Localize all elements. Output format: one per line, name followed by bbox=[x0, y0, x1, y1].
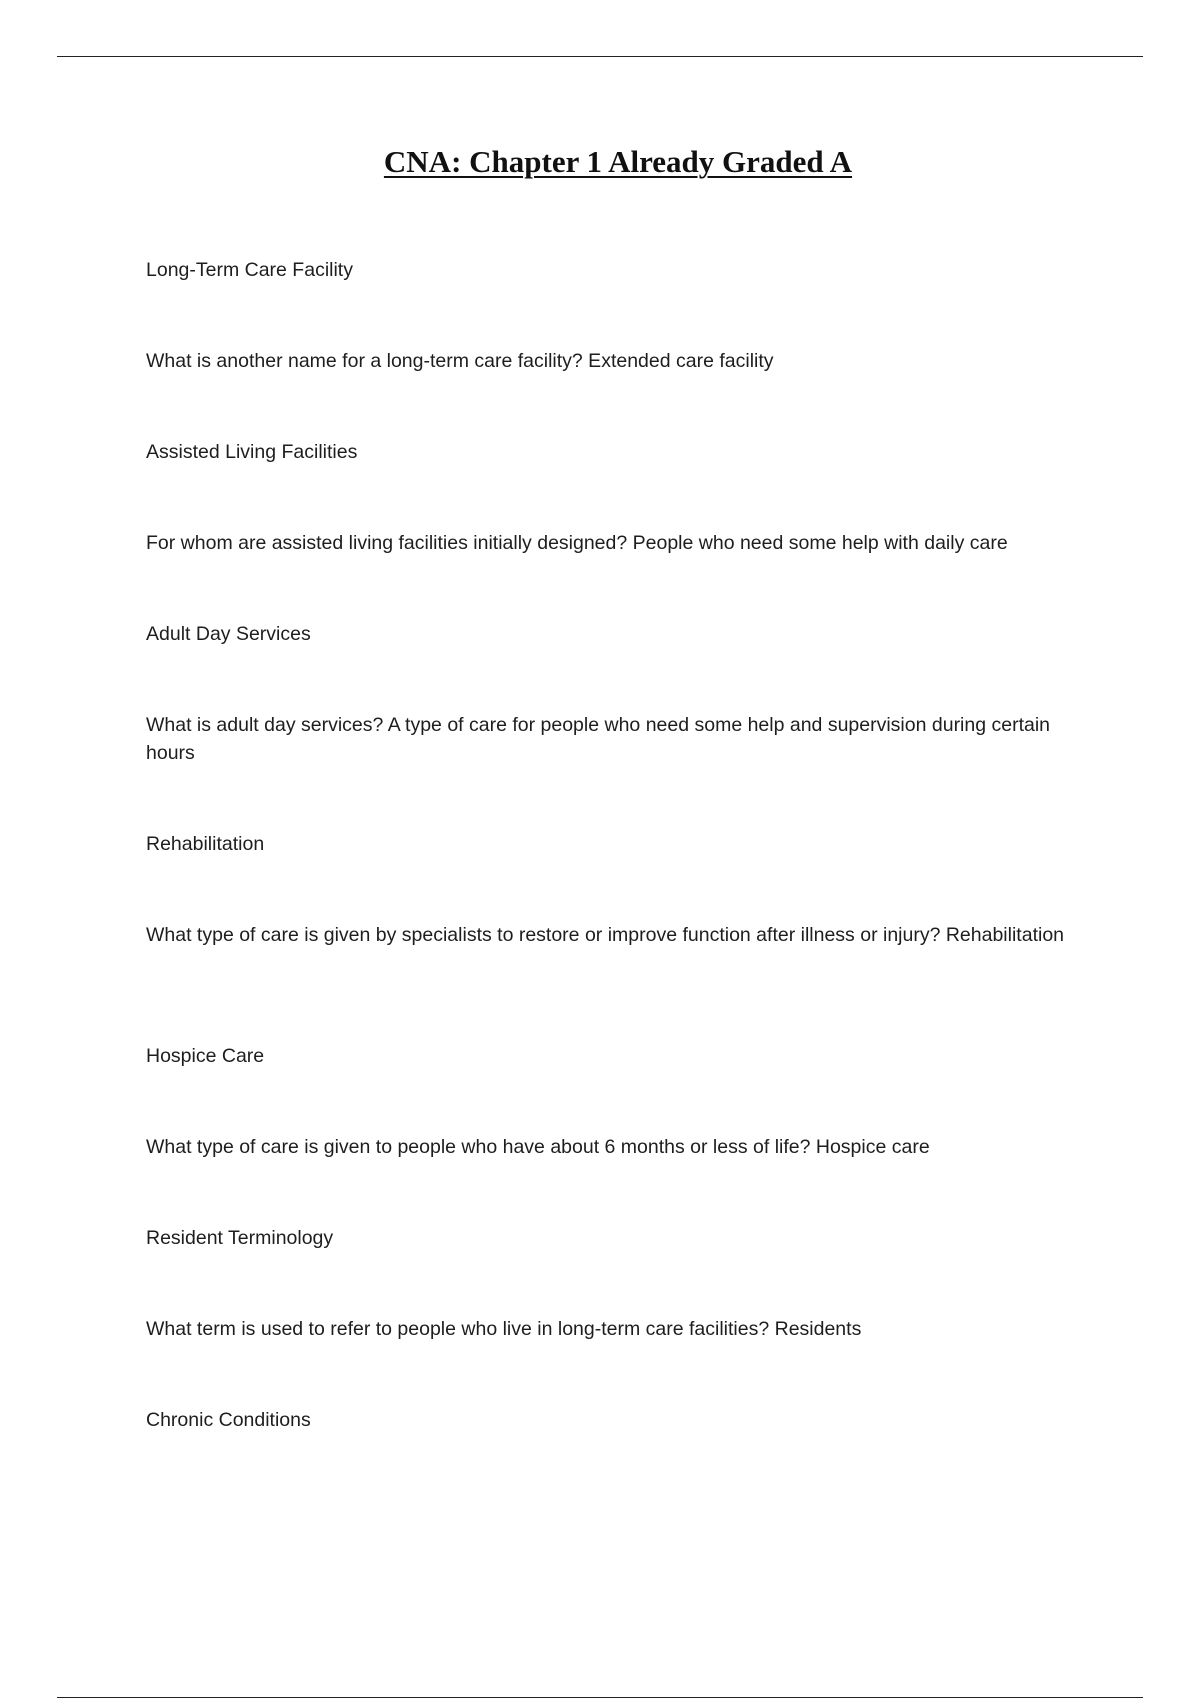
question-answer: What type of care is given by specialists to restore or improve function after illness or injury? Rehabilitation bbox=[146, 924, 1065, 946]
question-answer: What is adult day services? A type of care for people who need some help and supervision during certain hours bbox=[146, 714, 1051, 764]
question-answer: What term is used to refer to people who live in long-term care facilities? Residents bbox=[146, 1318, 862, 1340]
term-heading: Assisted Living Facilities bbox=[146, 441, 358, 463]
term-heading: Resident Terminology bbox=[146, 1227, 334, 1249]
question-answer: For whom are assisted living facilities initially designed? People who need some help with daily care bbox=[146, 532, 1008, 554]
term-heading: Adult Day Services bbox=[146, 623, 311, 645]
question-answer: What type of care is given to people who have about 6 months or less of life? Hospice care bbox=[146, 1136, 930, 1158]
question-answer: What is another name for a long-term care facility? Extended care facility bbox=[146, 350, 774, 372]
term-heading: Long-Term Care Facility bbox=[146, 259, 353, 281]
top-rule bbox=[57, 56, 1143, 57]
document-title: CNA: Chapter 1 Already Graded A bbox=[383, 144, 853, 179]
bottom-rule bbox=[57, 1697, 1143, 1698]
term-heading: Hospice Care bbox=[146, 1045, 265, 1067]
term-heading: Rehabilitation bbox=[146, 833, 265, 855]
term-heading: Chronic Conditions bbox=[146, 1409, 311, 1431]
